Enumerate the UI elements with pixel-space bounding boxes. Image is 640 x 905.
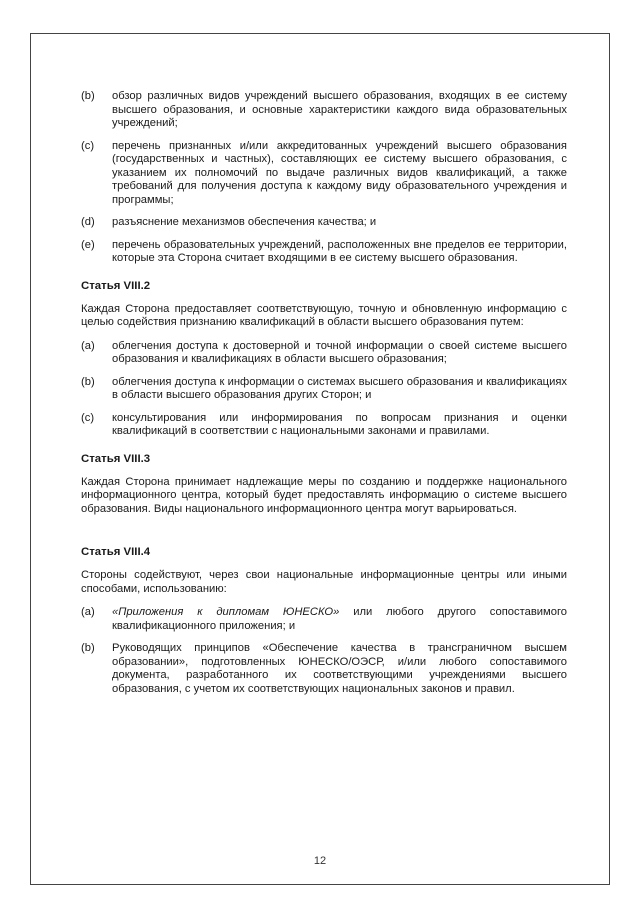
article-intro: Каждая Сторона предоставляет соответствующую, точную и обновленную информацию с целью содействия признанию квалификаций в области высшего образования путем: (81, 302, 567, 328)
item-text: обзор различных видов учреждений высшего образования, входящих в ее систему высшего образования, и основные характеристики каждого вида образовательных учреждений; (112, 90, 567, 129)
item-label: (d) (81, 216, 95, 228)
article-intro: Стороны содействуют, через свои национальные информационные центры или иными способами, использованию: (81, 569, 567, 595)
page-number: 12 (313, 855, 327, 867)
list-item (81, 216, 567, 230)
item-text: разъяснение механизмов обеспечения качества; и (112, 216, 377, 228)
article-heading: Статья VIII.2 (81, 279, 151, 292)
item-label: (a) (81, 339, 95, 352)
item-text: перечень образовательных учреждений, расположенных вне пределов ее территории, которые эта Сторона считает входящими в ее систему высшего образования. (112, 238, 567, 264)
item-label: (c) (81, 411, 95, 424)
list-item (81, 606, 567, 633)
item-text: Руководящих принципов «Обеспечение качества в трансграничном высшем образовании», подготовленных ЮНЕСКО/ОЭСР, и/или любого сопоставимого документа, разработанного их соответствующими учреждениями высшего образования, с учетом их соответствующих национальных законов и правил. (112, 642, 567, 695)
list-item (81, 376, 567, 403)
list-item (81, 412, 567, 439)
list-item (81, 140, 567, 208)
item-text: перечень признанных и/или аккредитованных учреждений высшего образования (государственных и частных), составляющих ее систему высшего образования, с указанием их полномочий по выдаче различных видов квалификаций, а также требований для получения доступа к каждому виду образовательного учреждения и программы; (112, 139, 567, 206)
item-text: облегчения доступа к информации о системах высшего образования и квалификациях в области высшего образования других Сторон; и (112, 375, 567, 401)
item-text-rest: или любого другого сопоставимого квалификационного приложения; и (112, 606, 567, 632)
article-heading: Статья VIII.4 (81, 546, 151, 558)
item-label: (b) (81, 375, 95, 388)
item-label: (c) (81, 139, 95, 152)
item-label: (e) (81, 238, 95, 251)
item-label: (b) (81, 90, 95, 102)
list-item (81, 239, 567, 266)
article-heading: Статья VIII.3 (81, 452, 151, 465)
item-label: (b) (81, 642, 95, 654)
item-text-italic: «Приложения к дипломам ЮНЕСКО» (112, 606, 340, 618)
list-item (81, 340, 567, 367)
item-text: консультирования или информирования по вопросам признания и оценки квалификаций в соответствии с национальными законами и правилами. (112, 411, 567, 437)
item-text (112, 606, 567, 633)
item-label: (a) (81, 606, 95, 618)
document-body (81, 90, 567, 705)
list-item (81, 90, 567, 131)
list-item (81, 642, 567, 696)
article-text: Каждая Сторона принимает надлежащие меры по созданию и поддержке национального информационного центра, который будет предоставлять информацию о системе высшего образования. Виды национального информационного центра могут варьироваться. (81, 475, 567, 515)
item-text: облегчения доступа к достоверной и точной информации о своей системе высшего образования и квалификациях в области высшего образования; (112, 339, 567, 365)
